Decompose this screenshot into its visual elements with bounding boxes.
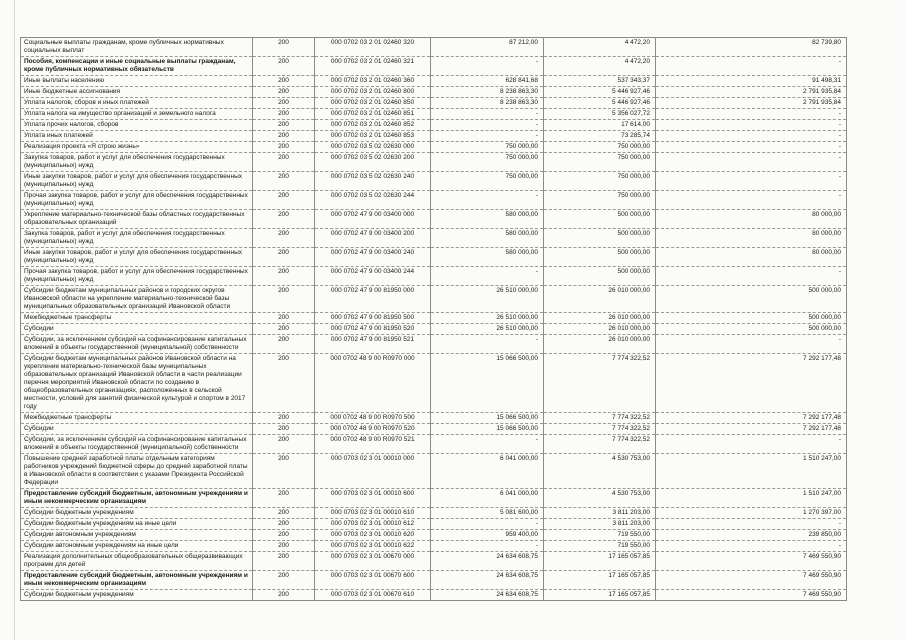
- line-code-cell: 200: [253, 424, 315, 435]
- row-name-cell: Субсидии бюджетным учреждениям: [21, 508, 253, 519]
- budget-code-cell: 000 0702 48 9 00 R0970 000: [315, 354, 431, 413]
- approved-amount-cell: 8 238 863,30: [431, 98, 544, 109]
- unexecuted-amount-cell: 500 000,00: [656, 313, 847, 324]
- executed-amount-cell: 719 550,00: [544, 541, 656, 552]
- line-code-cell: 200: [253, 131, 315, 142]
- line-code-cell: 200: [253, 530, 315, 541]
- executed-amount-cell: 750 000,00: [544, 142, 656, 153]
- line-code-cell: 200: [253, 286, 315, 313]
- line-code-cell: 200: [253, 38, 315, 57]
- table-row: [21, 120, 847, 131]
- approved-amount-cell: 5 081 600,00: [431, 508, 544, 519]
- budget-code-cell: 000 0702 03 5 02 02630 200: [315, 153, 431, 172]
- approved-amount-cell: -: [431, 541, 544, 552]
- line-code-cell: 200: [253, 571, 315, 590]
- budget-code-cell: 000 0702 03 2 01 02460 851: [315, 109, 431, 120]
- executed-amount-cell: 26 010 000,00: [544, 313, 656, 324]
- budget-code-cell: 000 0703 02 3 01 00010 620: [315, 530, 431, 541]
- row-name-cell: Предоставление субсидий бюджетным, автономным учреждениям и иным некоммерческим организациям: [21, 571, 253, 590]
- unexecuted-amount-cell: 80 000,00: [656, 229, 847, 248]
- unexecuted-amount-cell: 82 739,80: [656, 38, 847, 57]
- line-code-cell: 200: [253, 210, 315, 229]
- table-row: [21, 435, 847, 454]
- approved-amount-cell: -: [431, 120, 544, 131]
- budget-code-cell: 000 0703 02 3 01 00670 600: [315, 571, 431, 590]
- executed-amount-cell: 5 356 027,72: [544, 109, 656, 120]
- executed-amount-cell: 3 811 203,00: [544, 519, 656, 530]
- approved-amount-cell: 6 041 000,00: [431, 454, 544, 489]
- row-name-cell: Субсидии, за исключением субсидий на софинансирование капитальных вложений в объекты государственной (муниципальной) собственности: [21, 335, 253, 354]
- table-row: [21, 313, 847, 324]
- line-code-cell: 200: [253, 324, 315, 335]
- table-row: [21, 210, 847, 229]
- line-code-cell: 200: [253, 519, 315, 530]
- unexecuted-amount-cell: -: [656, 267, 847, 286]
- unexecuted-amount-cell: -: [656, 191, 847, 210]
- budget-code-cell: 000 0702 47 9 00 03400 244: [315, 267, 431, 286]
- budget-code-cell: 000 0702 03 2 01 02460 320: [315, 38, 431, 57]
- unexecuted-amount-cell: -: [656, 172, 847, 191]
- table-row: [21, 87, 847, 98]
- budget-code-cell: 000 0703 02 3 01 00010 600: [315, 489, 431, 508]
- approved-amount-cell: 15 066 500,00: [431, 424, 544, 435]
- executed-amount-cell: 4 472,20: [544, 57, 656, 76]
- row-name-cell: Закупка товаров, работ и услуг для обеспечения государственных (муниципальных) нужд: [21, 229, 253, 248]
- table-row: [21, 590, 847, 601]
- row-name-cell: Субсидии бюджетным учреждениям на иные цели: [21, 519, 253, 530]
- line-code-cell: 200: [253, 153, 315, 172]
- approved-amount-cell: -: [431, 191, 544, 210]
- unexecuted-amount-cell: 239 850,00: [656, 530, 847, 541]
- budget-code-cell: 000 0702 03 2 01 02460 850: [315, 98, 431, 109]
- executed-amount-cell: 3 811 203,00: [544, 508, 656, 519]
- executed-amount-cell: 17 165 057,85: [544, 571, 656, 590]
- executed-amount-cell: 73 285,74: [544, 131, 656, 142]
- unexecuted-amount-cell: 1 510 247,00: [656, 489, 847, 508]
- executed-amount-cell: 750 000,00: [544, 191, 656, 210]
- executed-amount-cell: 4 530 753,00: [544, 454, 656, 489]
- table-row: [21, 172, 847, 191]
- approved-amount-cell: 750 000,00: [431, 153, 544, 172]
- executed-amount-cell: 750 000,00: [544, 153, 656, 172]
- page-margin-line: [14, 0, 15, 640]
- approved-amount-cell: 24 634 608,75: [431, 590, 544, 601]
- table-row: [21, 530, 847, 541]
- line-code-cell: 200: [253, 454, 315, 489]
- unexecuted-amount-cell: 80 000,00: [656, 248, 847, 267]
- budget-code-cell: 000 0703 02 3 01 00010 000: [315, 454, 431, 489]
- approved-amount-cell: 750 000,00: [431, 172, 544, 191]
- line-code-cell: 200: [253, 229, 315, 248]
- line-code-cell: 200: [253, 590, 315, 601]
- row-name-cell: Иные закупки товаров, работ и услуг для обеспечения государственных (муниципальных) нужд: [21, 248, 253, 267]
- approved-amount-cell: 26 510 000,00: [431, 313, 544, 324]
- table-row: [21, 286, 847, 313]
- approved-amount-cell: 15 066 500,00: [431, 413, 544, 424]
- row-name-cell: Субсидии: [21, 424, 253, 435]
- table-row: [21, 324, 847, 335]
- budget-code-cell: 000 0702 47 9 00 81950 500: [315, 313, 431, 324]
- line-code-cell: 200: [253, 313, 315, 324]
- unexecuted-amount-cell: 1 270 397,00: [656, 508, 847, 519]
- line-code-cell: 200: [253, 552, 315, 571]
- row-name-cell: Субсидии автономным учреждениям: [21, 530, 253, 541]
- row-name-cell: Межбюджетные трансферты: [21, 413, 253, 424]
- table-row: [21, 153, 847, 172]
- line-code-cell: 200: [253, 142, 315, 153]
- row-name-cell: Иные выплаты населению: [21, 76, 253, 87]
- budget-table: [20, 37, 847, 601]
- approved-amount-cell: 24 634 608,75: [431, 571, 544, 590]
- line-code-cell: 200: [253, 354, 315, 413]
- row-name-cell: Предоставление субсидий бюджетным, автономным учреждениям и иным некоммерческим организациям: [21, 489, 253, 508]
- budget-code-cell: 000 0702 47 9 00 81950 521: [315, 335, 431, 354]
- unexecuted-amount-cell: 7 469 550,90: [656, 590, 847, 601]
- executed-amount-cell: 500 000,00: [544, 267, 656, 286]
- row-name-cell: Социальные выплаты гражданам, кроме публичных нормативных социальных выплат: [21, 38, 253, 57]
- line-code-cell: 200: [253, 87, 315, 98]
- budget-code-cell: 000 0703 02 3 01 00670 000: [315, 552, 431, 571]
- row-name-cell: Субсидии бюджетам муниципальных районов и городских округов Ивановской области на укрепление материально-технической базы муниципальных образовательных организаций Ивановской области: [21, 286, 253, 313]
- table-row: [21, 229, 847, 248]
- budget-code-cell: 000 0703 02 3 01 00010 610: [315, 508, 431, 519]
- row-name-cell: Повышение средней заработной платы отдельным категориям работников учреждений бюджетной сферы до средней заработной платы в Ивановской области в соответствии с указами Президента Российской Федерации: [21, 454, 253, 489]
- executed-amount-cell: 7 774 322,52: [544, 354, 656, 413]
- table-row: [21, 267, 847, 286]
- unexecuted-amount-cell: 7 292 177,48: [656, 354, 847, 413]
- unexecuted-amount-cell: 2 791 935,84: [656, 87, 847, 98]
- line-code-cell: 200: [253, 335, 315, 354]
- unexecuted-amount-cell: 80 000,00: [656, 210, 847, 229]
- row-name-cell: Межбюджетные трансферты: [21, 313, 253, 324]
- executed-amount-cell: 4 472,20: [544, 38, 656, 57]
- budget-code-cell: 000 0702 47 9 00 81950 520: [315, 324, 431, 335]
- budget-code-cell: 000 0702 03 2 01 02460 800: [315, 87, 431, 98]
- executed-amount-cell: 17 165 057,85: [544, 552, 656, 571]
- table-row: [21, 541, 847, 552]
- approved-amount-cell: 87 212,00: [431, 38, 544, 57]
- approved-amount-cell: 24 634 608,75: [431, 552, 544, 571]
- line-code-cell: 200: [253, 489, 315, 508]
- approved-amount-cell: -: [431, 131, 544, 142]
- budget-code-cell: 000 0702 48 9 00 R0970 500: [315, 413, 431, 424]
- table-row: [21, 413, 847, 424]
- row-name-cell: Субсидии бюджетам муниципальных районов Ивановской области на укрепление материально-технической базы муниципальных образовательных организаций Ивановской области в части реализации перечня мероприятий Ивановской области по созданию в общеобразовательных организациях, расположенных в сельской местности, условий для занятий физической культурой и спортом в 2017 году: [21, 354, 253, 413]
- line-code-cell: 200: [253, 76, 315, 87]
- unexecuted-amount-cell: -: [656, 57, 847, 76]
- approved-amount-cell: -: [431, 57, 544, 76]
- executed-amount-cell: 17 165 057,85: [544, 590, 656, 601]
- row-name-cell: Уплата прочих налогов, сборов: [21, 120, 253, 131]
- table-row: [21, 354, 847, 413]
- executed-amount-cell: 26 010 000,00: [544, 324, 656, 335]
- budget-code-cell: 000 0702 03 2 01 02460 852: [315, 120, 431, 131]
- table-row: [21, 489, 847, 508]
- unexecuted-amount-cell: 7 292 177,48: [656, 413, 847, 424]
- table-row: [21, 98, 847, 109]
- budget-code-cell: 000 0702 03 2 01 02460 360: [315, 76, 431, 87]
- unexecuted-amount-cell: -: [656, 435, 847, 454]
- line-code-cell: 200: [253, 435, 315, 454]
- executed-amount-cell: 7 774 322,52: [544, 413, 656, 424]
- unexecuted-amount-cell: 2 791 935,84: [656, 98, 847, 109]
- approved-amount-cell: 26 510 000,00: [431, 286, 544, 313]
- approved-amount-cell: -: [431, 267, 544, 286]
- executed-amount-cell: 26 010 000,00: [544, 286, 656, 313]
- approved-amount-cell: 750 000,00: [431, 142, 544, 153]
- approved-amount-cell: -: [431, 519, 544, 530]
- budget-code-cell: 000 0703 02 3 01 00010 622: [315, 541, 431, 552]
- unexecuted-amount-cell: -: [656, 109, 847, 120]
- budget-code-cell: 000 0702 03 5 02 02630 000: [315, 142, 431, 153]
- line-code-cell: 200: [253, 248, 315, 267]
- approved-amount-cell: 959 400,00: [431, 530, 544, 541]
- approved-amount-cell: 580 000,00: [431, 210, 544, 229]
- row-name-cell: Субсидии бюджетным учреждениям: [21, 590, 253, 601]
- unexecuted-amount-cell: -: [656, 335, 847, 354]
- budget-code-cell: 000 0702 03 2 01 02460 321: [315, 57, 431, 76]
- unexecuted-amount-cell: -: [656, 519, 847, 530]
- unexecuted-amount-cell: -: [656, 131, 847, 142]
- table-row: [21, 38, 847, 57]
- row-name-cell: Прочая закупка товаров, работ и услуг для обеспечения государственных (муниципальных) нужд: [21, 191, 253, 210]
- approved-amount-cell: 580 000,00: [431, 248, 544, 267]
- table-row: [21, 424, 847, 435]
- approved-amount-cell: 628 841,68: [431, 76, 544, 87]
- unexecuted-amount-cell: 7 469 550,90: [656, 571, 847, 590]
- budget-code-cell: 000 0702 47 9 00 03400 240: [315, 248, 431, 267]
- budget-code-cell: 000 0702 48 9 00 R0970 521: [315, 435, 431, 454]
- row-name-cell: Уплата налогов, сборов и иных платежей: [21, 98, 253, 109]
- budget-code-cell: 000 0702 47 9 00 03400 000: [315, 210, 431, 229]
- budget-code-cell: 000 0703 02 3 01 00670 610: [315, 590, 431, 601]
- table-row: [21, 248, 847, 267]
- line-code-cell: 200: [253, 172, 315, 191]
- row-name-cell: Прочая закупка товаров, работ и услуг для обеспечения государственных (муниципальных) нужд: [21, 267, 253, 286]
- table-row: [21, 508, 847, 519]
- row-name-cell: Уплата налога на имущество организаций и земельного налога: [21, 109, 253, 120]
- executed-amount-cell: 500 000,00: [544, 229, 656, 248]
- executed-amount-cell: 4 530 753,00: [544, 489, 656, 508]
- row-name-cell: Субсидии автономным учреждениям на иные цели: [21, 541, 253, 552]
- budget-code-cell: 000 0702 03 2 01 02460 853: [315, 131, 431, 142]
- table-row: [21, 335, 847, 354]
- line-code-cell: 200: [253, 191, 315, 210]
- table-row: [21, 57, 847, 76]
- line-code-cell: 200: [253, 508, 315, 519]
- table-row: [21, 109, 847, 120]
- executed-amount-cell: 5 446 927,46: [544, 98, 656, 109]
- row-name-cell: Иные закупки товаров, работ и услуг для обеспечения государственных (муниципальных) нужд: [21, 172, 253, 191]
- unexecuted-amount-cell: -: [656, 153, 847, 172]
- executed-amount-cell: 5 446 927,46: [544, 87, 656, 98]
- executed-amount-cell: 537 343,37: [544, 76, 656, 87]
- line-code-cell: 200: [253, 120, 315, 131]
- row-name-cell: Реализация проекта «Я строю жизнь»: [21, 142, 253, 153]
- unexecuted-amount-cell: 1 510 247,00: [656, 454, 847, 489]
- budget-table-body: [21, 38, 847, 601]
- table-row: [21, 131, 847, 142]
- line-code-cell: 200: [253, 413, 315, 424]
- executed-amount-cell: 7 774 322,52: [544, 424, 656, 435]
- table-row: [21, 552, 847, 571]
- budget-code-cell: 000 0702 47 9 00 03400 200: [315, 229, 431, 248]
- executed-amount-cell: 26 010 000,00: [544, 335, 656, 354]
- unexecuted-amount-cell: -: [656, 142, 847, 153]
- approved-amount-cell: 26 510 000,00: [431, 324, 544, 335]
- executed-amount-cell: 750 000,00: [544, 172, 656, 191]
- budget-code-cell: 000 0702 48 9 00 R0970 520: [315, 424, 431, 435]
- budget-code-cell: 000 0703 02 3 01 00010 612: [315, 519, 431, 530]
- line-code-cell: 200: [253, 541, 315, 552]
- row-name-cell: Субсидии: [21, 324, 253, 335]
- approved-amount-cell: 580 000,00: [431, 229, 544, 248]
- line-code-cell: 200: [253, 57, 315, 76]
- row-name-cell: Уплата иных платежей: [21, 131, 253, 142]
- table-row: [21, 191, 847, 210]
- row-name-cell: Закупка товаров, работ и услуг для обеспечения государственных (муниципальных) нужд: [21, 153, 253, 172]
- executed-amount-cell: 719 550,00: [544, 530, 656, 541]
- table-row: [21, 519, 847, 530]
- executed-amount-cell: 500 000,00: [544, 248, 656, 267]
- approved-amount-cell: -: [431, 109, 544, 120]
- approved-amount-cell: -: [431, 435, 544, 454]
- table-row: [21, 142, 847, 153]
- unexecuted-amount-cell: 7 469 550,90: [656, 552, 847, 571]
- unexecuted-amount-cell: -: [656, 120, 847, 131]
- unexecuted-amount-cell: -: [656, 541, 847, 552]
- table-row: [21, 571, 847, 590]
- row-name-cell: Пособия, компенсации и иные социальные выплаты гражданам, кроме публичных нормативных обязательств: [21, 57, 253, 76]
- unexecuted-amount-cell: 500 000,00: [656, 324, 847, 335]
- executed-amount-cell: 500 000,00: [544, 210, 656, 229]
- table-row: [21, 76, 847, 87]
- approved-amount-cell: 6 041 000,00: [431, 489, 544, 508]
- line-code-cell: 200: [253, 267, 315, 286]
- unexecuted-amount-cell: 500 000,00: [656, 286, 847, 313]
- unexecuted-amount-cell: 7 292 177,48: [656, 424, 847, 435]
- row-name-cell: Реализация дополнительных общеобразовательных общеразвивающих программ для детей: [21, 552, 253, 571]
- row-name-cell: Иные бюджетные ассигнования: [21, 87, 253, 98]
- unexecuted-amount-cell: 91 498,31: [656, 76, 847, 87]
- row-name-cell: Укрепление материально-технической базы областных государственных образовательных организаций: [21, 210, 253, 229]
- approved-amount-cell: -: [431, 335, 544, 354]
- budget-code-cell: 000 0702 03 5 02 02630 240: [315, 172, 431, 191]
- approved-amount-cell: 15 066 500,00: [431, 354, 544, 413]
- row-name-cell: Субсидии, за исключением субсидий на софинансирование капитальных вложений в объекты государственной (муниципальной) собственности: [21, 435, 253, 454]
- line-code-cell: 200: [253, 98, 315, 109]
- executed-amount-cell: 17 614,00: [544, 120, 656, 131]
- table-row: [21, 454, 847, 489]
- approved-amount-cell: 8 238 863,30: [431, 87, 544, 98]
- budget-code-cell: 000 0702 03 5 02 02630 244: [315, 191, 431, 210]
- line-code-cell: 200: [253, 109, 315, 120]
- executed-amount-cell: 7 774 322,52: [544, 435, 656, 454]
- budget-code-cell: 000 0702 47 9 00 81950 000: [315, 286, 431, 313]
